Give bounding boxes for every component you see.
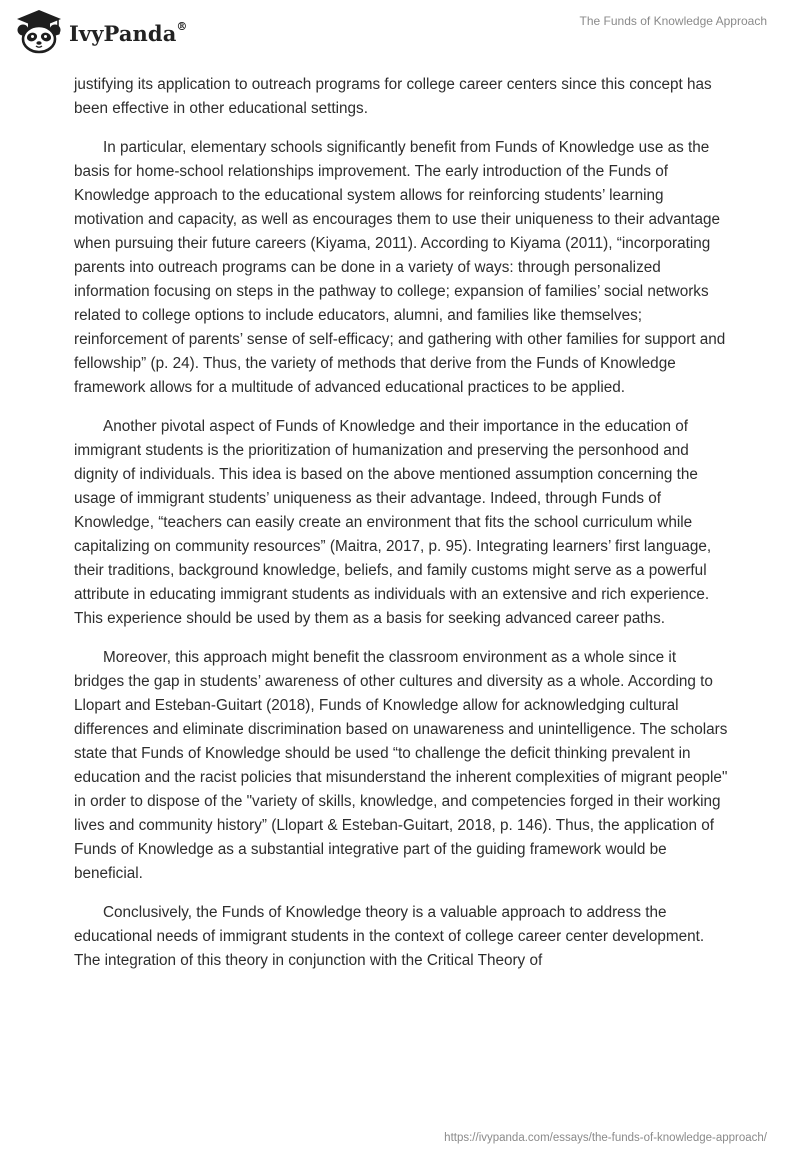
paragraph: Moreover, this approach might benefit the classroom environment as a whole since it bridges the gap in students’ awareness of other cultures and diversity as a whole. According to Llopart and Esteban-Guitart (2018), Funds of Knowledge allow for acknowledging cultural differences and eliminate discrimination based on unawareness and unintelligence. The scholars state that Funds of Knowledge should be used “to challenge the deficit thinking prevalent in education and the racist policies that misunderstand the inherent complexities of migrant people" in order to dispose of the "variety of skills, knowledge, and competencies forged in their working lives and community history” (Llopart & Esteban-Guitart, 2018, p. 146). Thus, the application of Funds of Knowledge as a substantial integrative part of the guiding framework would be beneficial.: [74, 649, 728, 882]
page-header: [0, 0, 800, 64]
brand-logo[interactable]: [14, 8, 188, 54]
paragraph: Conclusively, the Funds of Knowledge theory is a valuable approach to address the educational needs of immigrant students in the context of college career center development. The integration of this theory in conjunction with the Critical Theory of: [74, 904, 705, 969]
document-title: The Funds of Knowledge Approach: [579, 14, 767, 28]
panda-graduation-cap-icon: [14, 8, 64, 54]
paragraph: justifying its application to outreach programs for college career centers since this concept has been effective in other educational settings.: [74, 76, 712, 117]
source-url[interactable]: https://ivypanda.com/essays/the-funds-of-knowledge-approach/: [444, 1132, 767, 1144]
brand-name: IvyPanda®: [69, 19, 188, 46]
paragraph: Another pivotal aspect of Funds of Knowledge and their importance in the education of immigrant students is the prioritization of humanization and preserving the personhood and dignity of individuals. This idea is based on the above mentioned assumption concerning the usage of immigrant students’ uniqueness as their advantage. Indeed, through Funds of Knowledge, “teachers can easily create an environment that fits the school curriculum while capitalizing on community resources” (Maitra, 2017, p. 95). Integrating learners’ first language, their traditions, background knowledge, beliefs, and family customs might serve as a powerful attribute in educating immigrant students as individuals with an extensive and rich experience. This experience should be used by them as a basis for seeking advanced career paths.: [74, 418, 712, 627]
paragraph: In particular, elementary schools significantly benefit from Funds of Knowledge use as the basis for home-school relationships improvement. The early introduction of the Funds of Knowledge approach to the educational system allows for reinforcing students’ learning motivation and capacity, as well as encourages them to use their uniqueness to their advantage when pursuing their future careers (Kiyama, 2011). According to Kiyama (2011), “incorporating parents into outreach programs can be done in a variety of ways: through personalized information focusing on steps in the pathway to college; expansion of families’ social networks related to college options to include educators, alumni, and families like themselves; reinforcement of parents’ sense of self-efficacy; and gathering with other families for support and fellowship” (p. 24). Thus, the variety of methods that derive from the Funds of Knowledge framework allows for a multitude of advanced educational practices to be applied.: [74, 139, 726, 396]
essay-body: [74, 73, 728, 988]
